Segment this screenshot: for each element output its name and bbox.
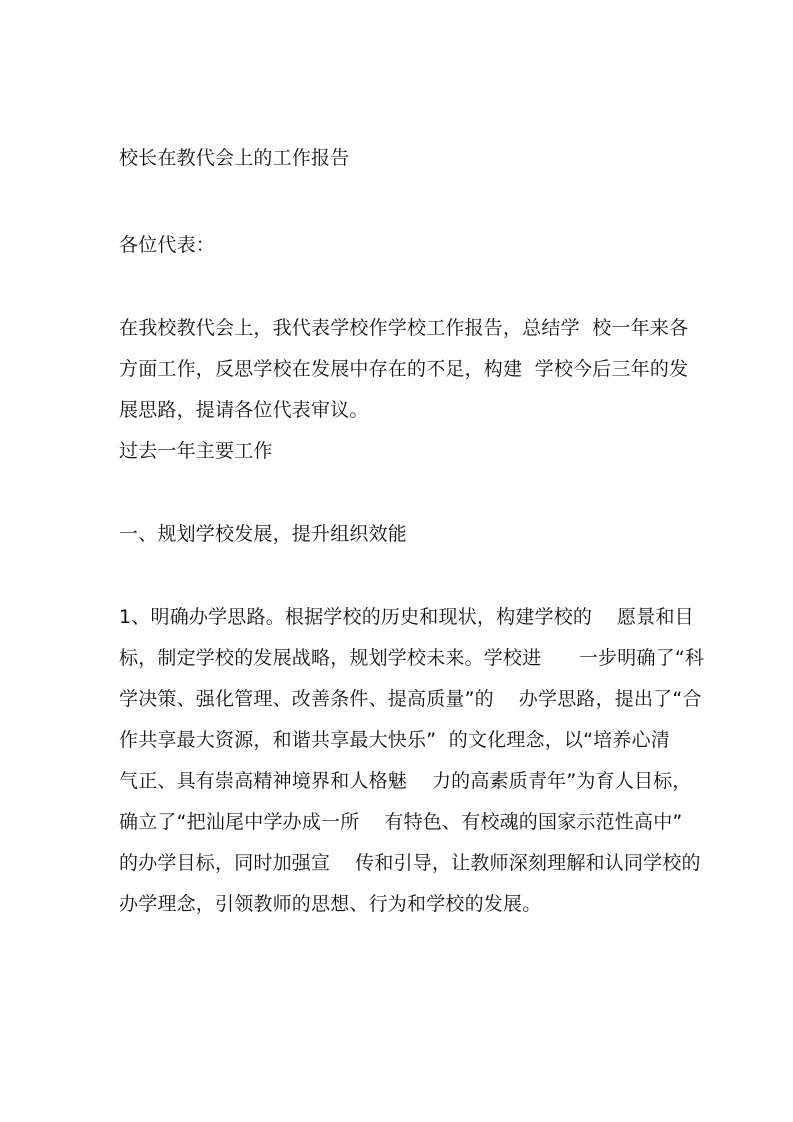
item1-line: 气正、具有崇高精神境界和人格魅 力的高素质青年”为育人目标， (119, 770, 692, 792)
salutation: 各位代表： (119, 234, 216, 256)
section-heading: 过去一年主要工作 (119, 440, 273, 462)
subsection-heading: 一、规划学校发展，提升组织效能 (119, 523, 408, 545)
item1-line: 办学理念，引领教师的思想、行为和学校的发展。 (119, 893, 542, 915)
document-title: 校长在教代会上的工作报告 (119, 147, 350, 169)
item1-line: 1、明确办学思路。根据学校的历史和现状，构建学校的 愿景和目 (119, 606, 694, 628)
item1-line: 学决策、强化管理、改善条件、提高质量”的 办学思路，提出了“合 (119, 688, 702, 710)
intro-line: 展思路，提请各位代表审议。 (119, 399, 369, 421)
item1-line: 确立了“把汕尾中学办成一所 有特色、有校魂的国家示范性高中” (119, 811, 683, 833)
item1-line: 标，制定学校的发展战略，规划学校未来。学校进 一步明确了“科 (119, 647, 705, 669)
item1-line: 的办学目标，同时加强宣 传和引导，让教师深刻理解和认同学校的 (119, 852, 701, 874)
intro-line: 方面工作，反思学校在发展中存在的不足，构建 学校今后三年的发 (119, 358, 689, 380)
item1-line: 作共享最大资源，和谐共享最大快乐” 的文化理念，以“培养心清 (119, 729, 670, 751)
intro-line: 在我校教代会上，我代表学校作学校工作报告，总结学 校一年来各 (119, 317, 689, 339)
